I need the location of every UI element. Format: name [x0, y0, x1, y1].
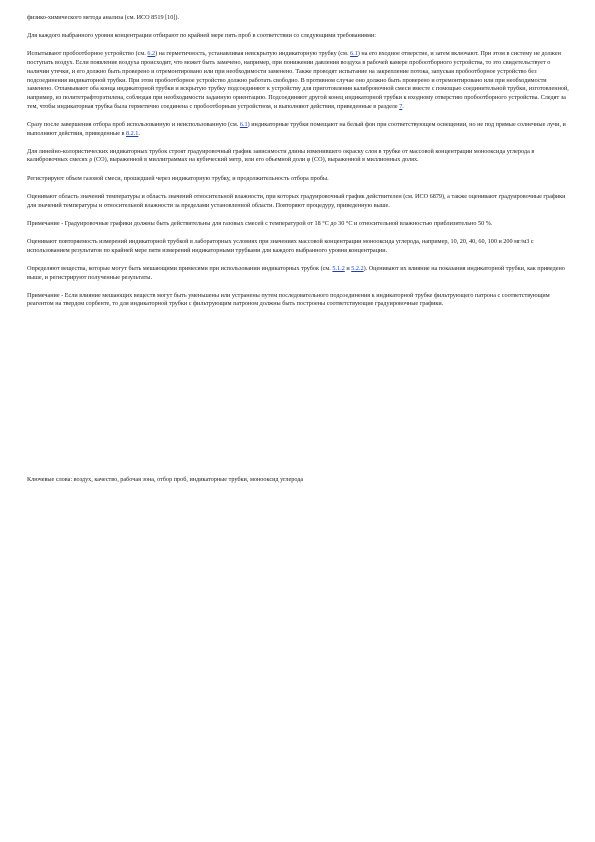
- paragraph-text: Регистрируют объем газовой смеси, прошедшей через индикаторную трубку, и продолжительность отбора пробы.: [27, 174, 329, 182]
- paragraph-text: ) на его входное отверстие, и затем включают. При этом в систему не должен поступать воздух. Если появление воздуха происходит, что может быть замечено, например, при понижении давления воздуха в рабочей камере пробоотборного устройства, то это свидетельствует о наличии утечки, и его должно быть проверено и отремонтировано или при необходимости заменено. Также проводят испытание на закрепление потока, запуская пробоотборное устройство без подсоединения индикаторной трубки. При этом пробоотборное устройство должно работать свободно. В противном случае оно должно быть проверено и отремонтировано или при необходимости заменено. Отламывают оба конца индикаторной трубки и вскрытую трубку подсоединяют к устройству для приготовления калибровочной смеси вместе с помощью соединительной трубки, изготовленной, например, из политетрафторэтилена, соблюдая при необходимости заданную ориентацию. Подсоединяют другой конец индикаторной трубки к входному отверстию пробоотборного устройства. Следят за тем, чтобы индикаторная трубка была герметично соединена с пробоотборным устройством, и выполняют действия, приведенные в разделе: [27, 50, 569, 110]
- document-body: [27, 14, 569, 319]
- paragraph-text: ) индикаторные трубки помещают на белый фон при соответствующем освещении, но не под прямые солнечные лучи, и выполняют действия, приведенные в: [27, 120, 566, 137]
- section-reference-link[interactable]: 5.2.2: [351, 264, 364, 272]
- paragraph-text: Для каждого выбранного уровня концентрации отбирают по крайней мере пять проб в соответствии со следующими требованиями:: [27, 32, 376, 40]
- paragraph-text: Испытывают пробоотборное устройство (см.: [27, 50, 148, 58]
- paragraph-p5: [27, 175, 569, 184]
- paragraph-text: ). Оценивают их влияние на показания индикаторной трубки, как приведено выше, и регистрируют полученные результаты.: [27, 264, 565, 281]
- section-reference-link[interactable]: 6.1: [239, 120, 248, 128]
- paragraph-text: Оценивают область значений температуры и область значений относительной влажности, при которых градуировочный график действителен (см. ИСО 6879), а также оценивают градуировочные графики для значений температуры и относительной влажности за пределами установленной области. Повторяют процедуру, приведенную выше.: [27, 192, 566, 209]
- paragraph-p9: [27, 265, 569, 282]
- paragraph-p0: [27, 14, 569, 23]
- keywords-line: Ключевые слова: воздух, качество, рабочая зона, отбор проб, индикаторные трубки, монооксид углерода: [27, 476, 304, 483]
- paragraph-p3: [27, 121, 569, 138]
- paragraph-text: Примечание - Если влияние мешающих веществ могут быть уменьшены или устранены путем последовательного подсоединения к индикаторной трубке фильтрующего патрона с соответствующим реагентом на твердом сорбенте, то для индикаторной трубки с фильтрующим патроном должны быть построены соответствующие градуировочные графики.: [27, 291, 550, 308]
- paragraph-p1: [27, 32, 569, 41]
- section-reference-link[interactable]: 7: [399, 102, 403, 110]
- paragraph-p7: [27, 220, 569, 229]
- paragraph-text: Сразу после завершения отбора проб использованную и неиспользованную (см.: [27, 120, 240, 128]
- paragraph-text: Примечание - Градуировочные графики должны быть действительны для газовых смесей с температурой от 18 °С до 30 °С и относительной влажностью приблизительно 50 %.: [27, 219, 493, 227]
- paragraph-text: .: [402, 102, 404, 110]
- paragraph-text: Оценивают повторяемость измерений индикаторной трубкой в лабораторных условиях при значениях массовой концентрации монооксида углерода, например, 10, 20, 40, 60, 100 и 200 мг/м3 с использованием результатов по крайней мере пяти измерений индикаторными трубками для каждого выбранного уровня концентрации.: [27, 237, 534, 254]
- paragraph-text: физико-химического метода анализа (см. ИСО 8519 [10]).: [27, 14, 180, 21]
- paragraph-p2: [27, 50, 569, 111]
- section-reference-link[interactable]: 5.1.2: [332, 264, 345, 272]
- paragraph-p4: [27, 148, 569, 165]
- paragraph-text: и: [344, 264, 352, 272]
- paragraph-p6: [27, 193, 569, 210]
- paragraph-text: Определяют вещества, которые могут быть мешающими примесями при использовании индикаторных трубок (см.: [27, 264, 333, 272]
- paragraph-p10: [27, 292, 569, 309]
- section-reference-link[interactable]: 6.1: [350, 50, 358, 58]
- paragraph-text: Для линейно-колористических индикаторных трубок строят градуировочный график зависимости длины изменившего окраску слоя в трубке от массовой концентрации монооксида углерода в калибровочных смесях ρ (CO), выраженной в миллиграммах на кубический метр, или его объемной доли φ (CO), выраженной в миллионных долях.: [27, 147, 535, 164]
- section-reference-link[interactable]: 6.2: [147, 50, 156, 58]
- paragraph-text: ) на герметичность, устанавливая невскрытую индикаторную трубку (см.: [155, 50, 351, 58]
- paragraph-p8: [27, 238, 569, 255]
- paragraph-text: .: [138, 129, 140, 137]
- section-reference-link[interactable]: 8.2.1: [125, 129, 139, 137]
